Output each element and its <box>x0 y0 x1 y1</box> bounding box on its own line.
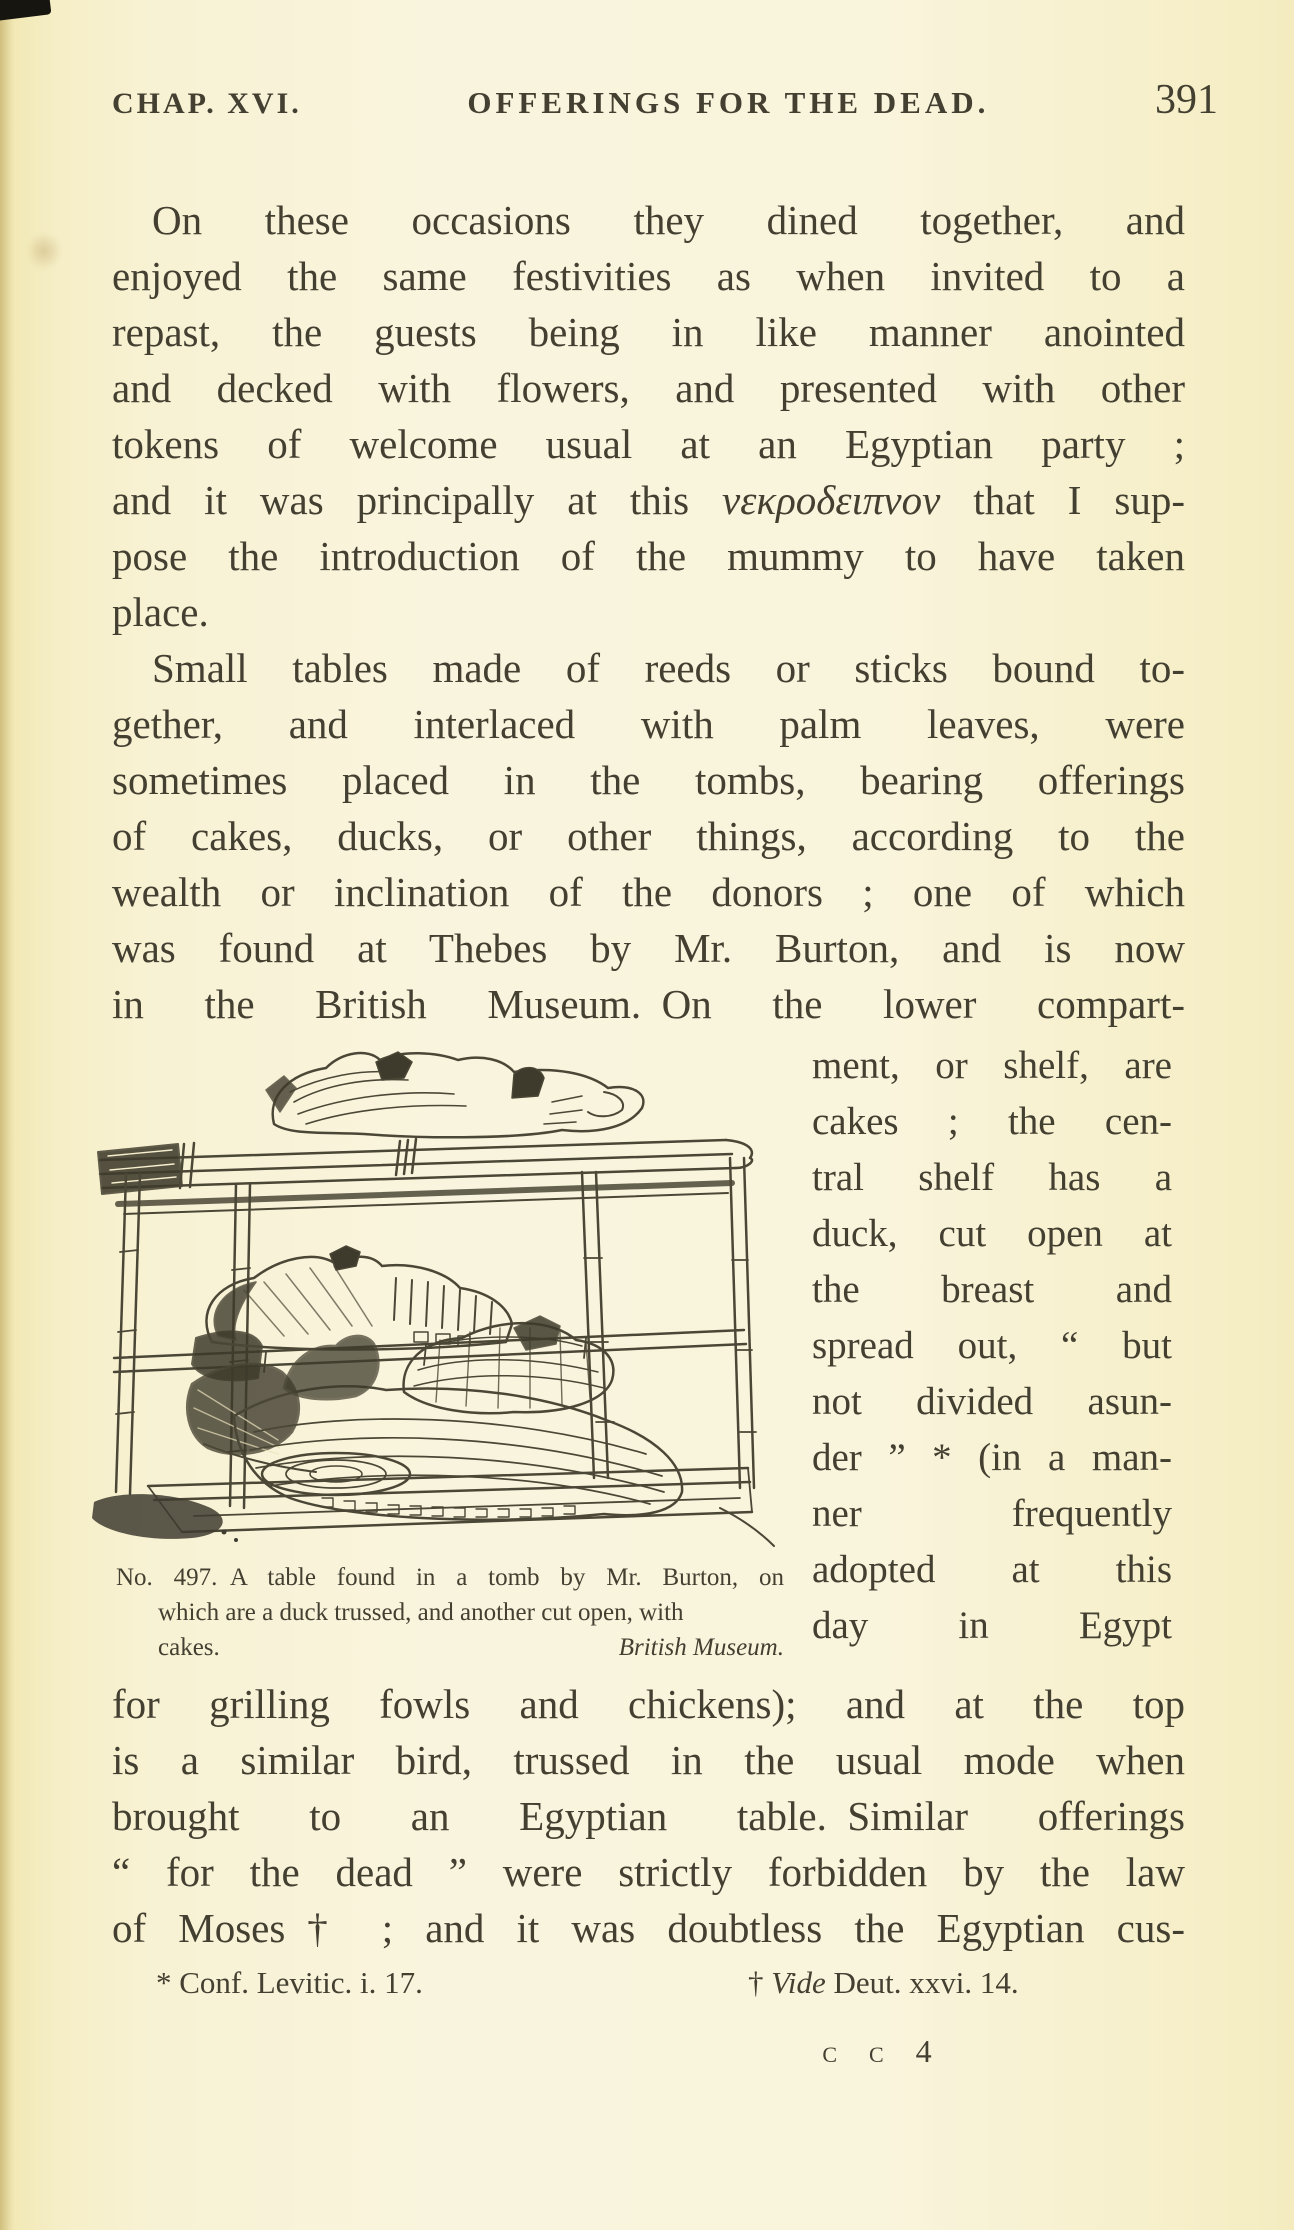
text-line: not divided asun- <box>812 1380 1172 1423</box>
text-line: place. <box>112 589 209 635</box>
running-title: OFFERINGS FOR THE DEAD. <box>467 85 990 120</box>
text-line: der ” * (in a man- <box>812 1436 1172 1479</box>
caption-text: cakes. <box>158 1634 220 1661</box>
text-line: brought to an Egyptian table. Similar offerings <box>112 1793 1185 1839</box>
signature-mark: c c 4 <box>822 2033 944 2069</box>
text-line: cakes ; the cen- <box>812 1100 1172 1143</box>
open-duck-middle-icon <box>206 1246 512 1350</box>
page-number: 391 <box>1155 77 1218 123</box>
footnote-vide: Vide <box>771 1965 826 2000</box>
page-edge-shading <box>0 0 14 2230</box>
caption-credit: British Museum. <box>618 1634 784 1661</box>
paragraph-1 <box>112 192 1185 640</box>
shadow <box>92 1494 238 1542</box>
text-line: enjoyed the same festivities as when invited to a <box>112 253 1185 299</box>
text-line: ner frequently <box>812 1492 1172 1535</box>
text-line: On these occasions they dined together, and <box>152 197 1185 243</box>
text-line: repast, the guests being in like manner anointed <box>112 309 1185 355</box>
stain-smudge <box>26 232 62 270</box>
footnote-marker: † <box>748 1965 772 2000</box>
text-line: pose the introduction of the mummy to have taken <box>112 533 1185 579</box>
page-header <box>112 76 1218 122</box>
figure-caption <box>116 1560 784 1665</box>
text-line: of Moses† ; and it was doubtless the Egyptian cus- <box>112 1905 1185 1951</box>
footnote-right <box>748 1965 1019 2001</box>
text-line: was found at Thebes by Mr. Burton, and is now <box>112 925 1185 971</box>
chapter-label: CHAP. XVI. <box>112 87 302 120</box>
text-line: spread out, “ but <box>812 1324 1172 1367</box>
corner-scan-mark <box>0 0 51 22</box>
text-line: tral shelf has a <box>812 1156 1172 1199</box>
text-line: “ for the dead ” were strictly forbidden by the law <box>112 1849 1185 1895</box>
text-line: Small tables made of reeds or sticks bound to- <box>152 645 1185 691</box>
text-line: is a similar bird, trussed in the usual mode when <box>112 1737 1185 1783</box>
caption-line: No. 497. A table found in a tomb by Mr. Burton, on <box>116 1564 784 1591</box>
footnotes <box>112 1965 1185 2009</box>
text-line: ment, or shelf, are <box>812 1044 1172 1087</box>
paragraph-2 <box>112 640 1185 1032</box>
text-line: wealth or inclination of the donors ; one of which <box>112 869 1185 915</box>
footnote-left: * Conf. Levitic. i. 17. <box>156 1965 423 2000</box>
paragraph-3 <box>112 1676 1185 1956</box>
text-line: and decked with flowers, and presented with other <box>112 365 1185 411</box>
text-line: sometimes placed in the tombs, bearing offerings <box>112 757 1185 803</box>
text-line: day in Egypt <box>812 1604 1172 1647</box>
text-line: tokens of welcome usual at an Egyptian party ; <box>112 421 1185 467</box>
engraving-illustration <box>84 1040 776 1554</box>
text-line: for grilling fowls and chickens); and at the top <box>112 1681 1185 1727</box>
caption-line: which are a duck trussed, and another cut open, with <box>158 1599 684 1626</box>
text-line: the breast and <box>812 1268 1172 1311</box>
trussed-duck-top-icon <box>266 1052 643 1137</box>
text-line: in the British Museum. On the lower compart- <box>112 981 1185 1027</box>
text-line: of cakes, ducks, or other things, according to the <box>112 813 1185 859</box>
text-line: duck, cut open at <box>812 1212 1172 1255</box>
footnote-ref: Deut. xxvi. 14. <box>825 1965 1019 2000</box>
text-line: adopted at this <box>812 1548 1172 1591</box>
text-line: and it was principally at this νεκροδειπνον that I sup- <box>112 477 1185 523</box>
caption-line <box>116 1630 784 1665</box>
wrap-column <box>812 1038 1172 1654</box>
text-line: gether, and interlaced with palm leaves, were <box>112 701 1185 747</box>
